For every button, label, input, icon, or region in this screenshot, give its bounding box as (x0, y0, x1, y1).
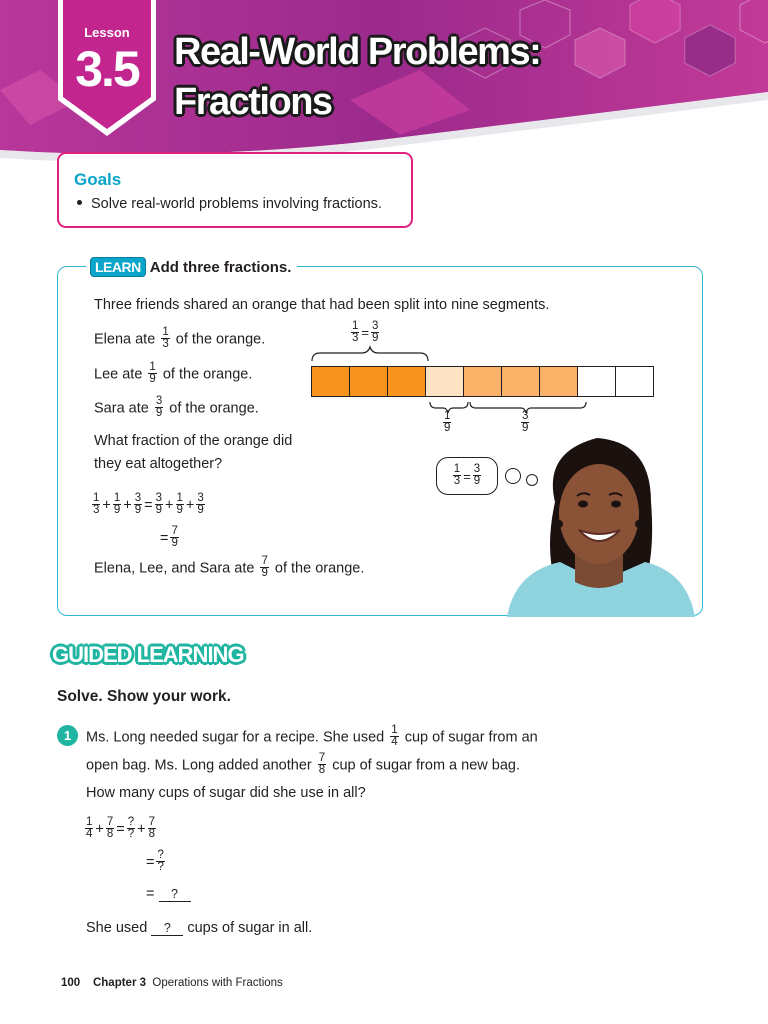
answer-line (94, 557, 364, 580)
page-number: 100 (61, 977, 81, 989)
final-line: She used ? cups of sugar in all. (86, 920, 313, 936)
eq-result-fraction: $\frac{7}{9}$ (171, 525, 178, 549)
sara-pre: Sara ate (94, 400, 149, 417)
footer (61, 977, 283, 989)
learn-equation: $\frac{1}{3}$ + $\frac{1}{9}$ + $\frac{3}{9}$ = $\frac{3}{9}$ + $\frac{1}{9}$ + $\frac{3}{9}$ (93, 492, 204, 516)
bar-segment (501, 366, 540, 397)
chapter-label: Chapter 3 (92, 977, 147, 989)
eq-frac-sara: $\frac{3}{9}$ (134, 492, 142, 516)
final-blank[interactable]: ? (151, 921, 183, 936)
bar-segment (349, 366, 388, 397)
page-title-line1: Real-World Problems: (174, 31, 541, 73)
bar-segment (577, 366, 616, 397)
goals-item-text: Solve real-world problems involving fractions. (91, 196, 382, 212)
lesson-badge (58, 0, 156, 136)
unknown-fraction: $\frac{?}{?}$ (127, 816, 135, 840)
work-line1: $\frac{1}{4}$ + $\frac{7}{8}$ = $\frac{?}{?}$ + $\frac{7}{8}$ (86, 816, 156, 840)
answer-fraction: $\frac{7}{9}$ (261, 555, 268, 579)
bar-top-label: $\frac{1}{3}$ = $\frac{3}{9}$ (352, 320, 379, 344)
bullet-icon (77, 200, 82, 205)
thought-bubble: $\frac{1}{3}$ = $\frac{3}{9}$ (436, 457, 498, 495)
answer-pre: Elena, Lee, and Sara ate (94, 560, 255, 577)
sara-bar-label: $\frac{3}{9}$ (522, 410, 529, 434)
question-number: 1 (57, 725, 78, 746)
sara-fraction: $\frac{3}{9}$ (155, 395, 163, 419)
q-line3: How many cups of sugar did she use in all? (86, 785, 366, 801)
goals-item (77, 196, 382, 212)
lee-pre: Lee ate (94, 366, 143, 383)
instruction: Solve. Show your work. (57, 688, 231, 705)
bar-segment (425, 366, 464, 397)
bar-segment (539, 366, 578, 397)
lee-bar-label: $\frac{1}{9}$ (444, 410, 451, 434)
lee-post: of the orange. (162, 366, 253, 383)
answer-blank[interactable]: ? (159, 887, 191, 902)
elena-line (94, 328, 265, 351)
elena-post: of the orange. (175, 331, 266, 348)
bar-segment (463, 366, 502, 397)
lesson-label: Lesson (84, 25, 130, 40)
learn-equation-result: = $\frac{7}{9}$ (160, 525, 178, 549)
eq-frac-elena: $\frac{1}{3}$ (93, 492, 100, 516)
sara-line (94, 397, 259, 420)
page-title-line2: Fractions (174, 81, 332, 123)
question-line2: they eat altogether? (94, 456, 223, 472)
q-line1: Ms. Long needed sugar for a recipe. She used $\frac{1}{4}$ cup of sugar from an (86, 724, 538, 748)
work-line3: = ? (146, 884, 191, 904)
bar-segment (311, 366, 350, 397)
q-frac-2: $\frac{7}{8}$ (318, 752, 326, 776)
elena-fraction: $\frac{1}{3}$ (162, 326, 169, 350)
q-line2: open bag. Ms. Long added another $\frac{7}{8}$ cup of sugar from a new bag. (86, 752, 521, 776)
lee-line (94, 363, 252, 386)
unknown-fraction-2: $\frac{?}{?}$ (157, 849, 164, 873)
lesson-number: 3.5 (75, 41, 139, 97)
work-line2: = $\frac{?}{?}$ (146, 849, 164, 873)
bar-segment (387, 366, 426, 397)
elena-pre: Elena ate (94, 331, 156, 348)
learn-tag: LEARN (90, 257, 146, 277)
header-banner (0, 0, 768, 170)
question-line1: What fraction of the orange did (94, 433, 293, 449)
learn-title: Add three fractions. (149, 258, 292, 276)
learn-intro: Three friends shared an orange that had been split into nine segments. (94, 297, 550, 313)
girl-illustration (505, 432, 695, 617)
goals-title: Goals (74, 170, 122, 189)
chapter-title: Operations with Fractions (152, 977, 283, 989)
q-frac-1: $\frac{1}{4}$ (391, 724, 398, 748)
goals-box (57, 152, 413, 228)
sara-post: of the orange. (169, 400, 259, 417)
fraction-bar (311, 366, 654, 397)
guided-learning-heading: GUIDED LEARNING (52, 642, 244, 667)
lee-fraction: $\frac{1}{9}$ (149, 361, 156, 385)
learn-heading (86, 256, 297, 278)
eq-frac-lee: $\frac{1}{9}$ (113, 492, 121, 516)
answer-post: of the orange. (274, 560, 365, 577)
eq-frac-sara-2: $\frac{3}{9}$ (197, 492, 204, 516)
bar-segment (615, 366, 654, 397)
eq-frac-lee-2: $\frac{1}{9}$ (176, 492, 183, 516)
eq-frac-converted: $\frac{3}{9}$ (155, 492, 163, 516)
